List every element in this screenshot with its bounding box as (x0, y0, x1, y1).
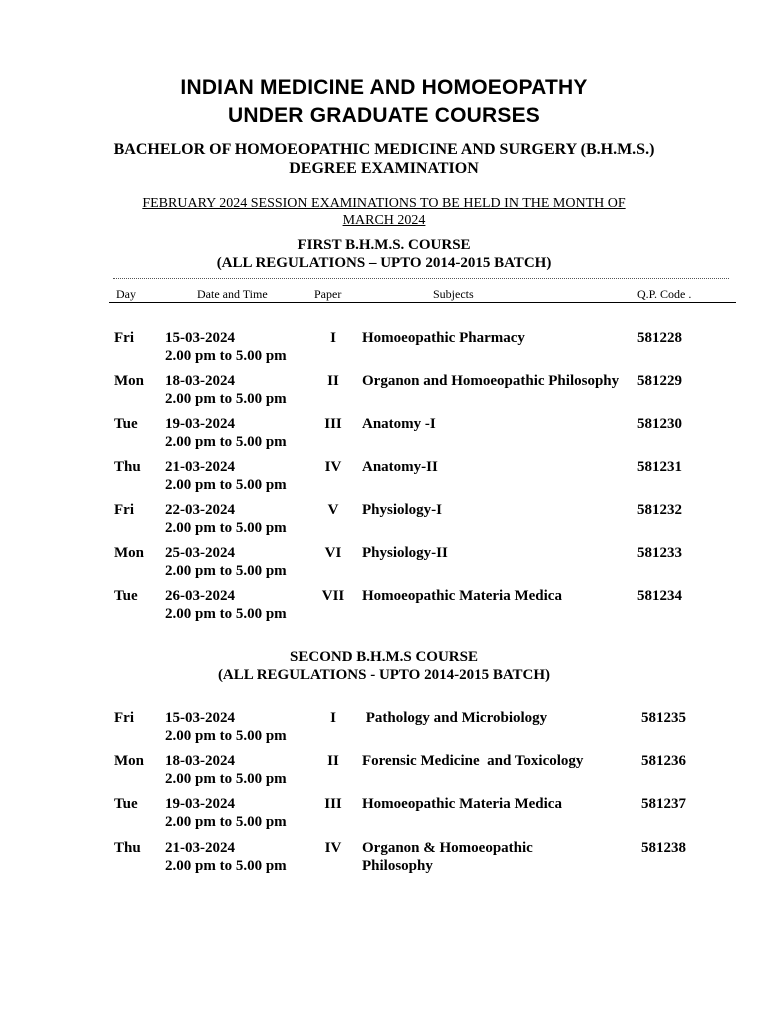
row-time: 2.00 pm to 5.00 pm (165, 606, 287, 622)
row-subject: Pathology and Microbiology (362, 710, 548, 726)
row-paper: IV (324, 459, 342, 475)
row-qp-code: 581233 (637, 545, 682, 561)
row-subject: Physiology-I (362, 502, 443, 518)
table-row (0, 372, 768, 412)
table-row (0, 839, 768, 879)
row-date: 18-03-2024 (165, 753, 235, 769)
row-day: Tue (114, 416, 138, 432)
row-time: 2.00 pm to 5.00 pm (165, 434, 287, 450)
first-course-title: FIRST B.H.M.S. COURSE (297, 237, 471, 253)
row-paper: I (330, 710, 336, 726)
row-paper: I (330, 330, 336, 346)
row-subject: Physiology-II (362, 545, 448, 561)
row-date: 22-03-2024 (165, 502, 235, 518)
row-subject: Organon and Homoeopathic Philosophy (362, 373, 620, 389)
row-day: Fri (114, 330, 134, 346)
row-date: 19-03-2024 (165, 796, 235, 812)
row-day: Thu (114, 459, 141, 475)
row-time: 2.00 pm to 5.00 pm (165, 728, 287, 744)
row-date: 19-03-2024 (165, 416, 235, 432)
header-day: Day (116, 287, 136, 301)
row-qp-code: 581236 (641, 753, 686, 769)
row-qp-code: 581231 (637, 459, 682, 475)
row-time: 2.00 pm to 5.00 pm (165, 391, 287, 407)
table-row (0, 709, 768, 749)
header-subjects: Subjects (433, 287, 474, 301)
row-qp-code: 581237 (641, 796, 686, 812)
row-day: Mon (114, 753, 144, 769)
row-subject: Forensic Medicine and Toxicology (362, 753, 584, 769)
row-paper: III (324, 796, 342, 812)
row-time: 2.00 pm to 5.00 pm (165, 348, 287, 364)
table-row (0, 544, 768, 584)
header-date-time: Date and Time (197, 287, 268, 301)
row-time: 2.00 pm to 5.00 pm (165, 563, 287, 579)
row-subject: Organon & Homoeopathic Philosophy (362, 840, 533, 874)
page-title: INDIAN MEDICINE AND HOMOEOPATHY (180, 76, 588, 99)
row-date: 15-03-2024 (165, 330, 235, 346)
row-time: 2.00 pm to 5.00 pm (165, 520, 287, 536)
row-day: Mon (114, 545, 144, 561)
row-time: 2.00 pm to 5.00 pm (165, 477, 287, 493)
row-day: Thu (114, 840, 141, 856)
row-date: 15-03-2024 (165, 710, 235, 726)
row-qp-code: 581232 (637, 502, 682, 518)
row-day: Tue (114, 796, 138, 812)
header-qp-code: Q.P. Code . (637, 287, 692, 301)
table-row (0, 587, 768, 627)
row-day: Mon (114, 373, 144, 389)
row-subject: Anatomy -I (362, 416, 436, 432)
second-course-title: SECOND B.H.M.S COURSE (290, 649, 478, 665)
first-course-subtitle: (ALL REGULATIONS – UPTO 2014-2015 BATCH) (216, 255, 552, 271)
header-paper: Paper (314, 287, 342, 301)
row-paper: IV (324, 840, 342, 856)
degree-exam: DEGREE EXAMINATION (289, 160, 479, 177)
session-notice-line2: MARCH 2024 (342, 213, 426, 228)
row-paper: II (327, 753, 339, 769)
table-row (0, 795, 768, 835)
page-subtitle: UNDER GRADUATE COURSES (227, 104, 541, 127)
row-date: 25-03-2024 (165, 545, 235, 561)
row-paper: II (327, 373, 339, 389)
session-notice-line1: FEBRUARY 2024 SESSION EXAMINATIONS TO BE HELD IN THE MONTH OF (142, 196, 626, 211)
row-subject: Homoeopathic Pharmacy (362, 330, 525, 346)
row-paper: V (327, 502, 339, 518)
row-qp-code: 581234 (637, 588, 682, 604)
row-subject: Homoeopathic Materia Medica (362, 588, 562, 604)
row-time: 2.00 pm to 5.00 pm (165, 771, 287, 787)
row-paper: III (324, 416, 342, 432)
row-day: Tue (114, 588, 138, 604)
row-time: 2.00 pm to 5.00 pm (165, 858, 287, 874)
table-row (0, 329, 768, 369)
row-date: 18-03-2024 (165, 373, 235, 389)
row-paper: VII (321, 588, 345, 604)
row-qp-code: 581229 (637, 373, 682, 389)
degree-name: BACHELOR OF HOMOEOPATHIC MEDICINE AND SURGERY (B.H.M.S.) (113, 141, 655, 158)
row-day: Fri (114, 710, 134, 726)
row-time: 2.00 pm to 5.00 pm (165, 814, 287, 830)
row-qp-code: 581228 (637, 330, 682, 346)
row-paper: VI (324, 545, 342, 561)
row-date: 26-03-2024 (165, 588, 235, 604)
table-row (0, 501, 768, 541)
row-subject: Homoeopathic Materia Medica (362, 796, 562, 812)
second-course-subtitle: (ALL REGULATIONS - UPTO 2014-2015 BATCH) (217, 667, 551, 683)
table-row (0, 752, 768, 792)
row-qp-code: 581238 (641, 840, 686, 856)
table-row (0, 458, 768, 498)
header-rule (109, 302, 736, 303)
row-subject: Anatomy-II (362, 459, 438, 475)
dotted-divider (113, 278, 729, 279)
row-qp-code: 581235 (641, 710, 686, 726)
row-date: 21-03-2024 (165, 840, 235, 856)
row-qp-code: 581230 (637, 416, 682, 432)
table-row (0, 415, 768, 455)
row-day: Fri (114, 502, 134, 518)
row-date: 21-03-2024 (165, 459, 235, 475)
